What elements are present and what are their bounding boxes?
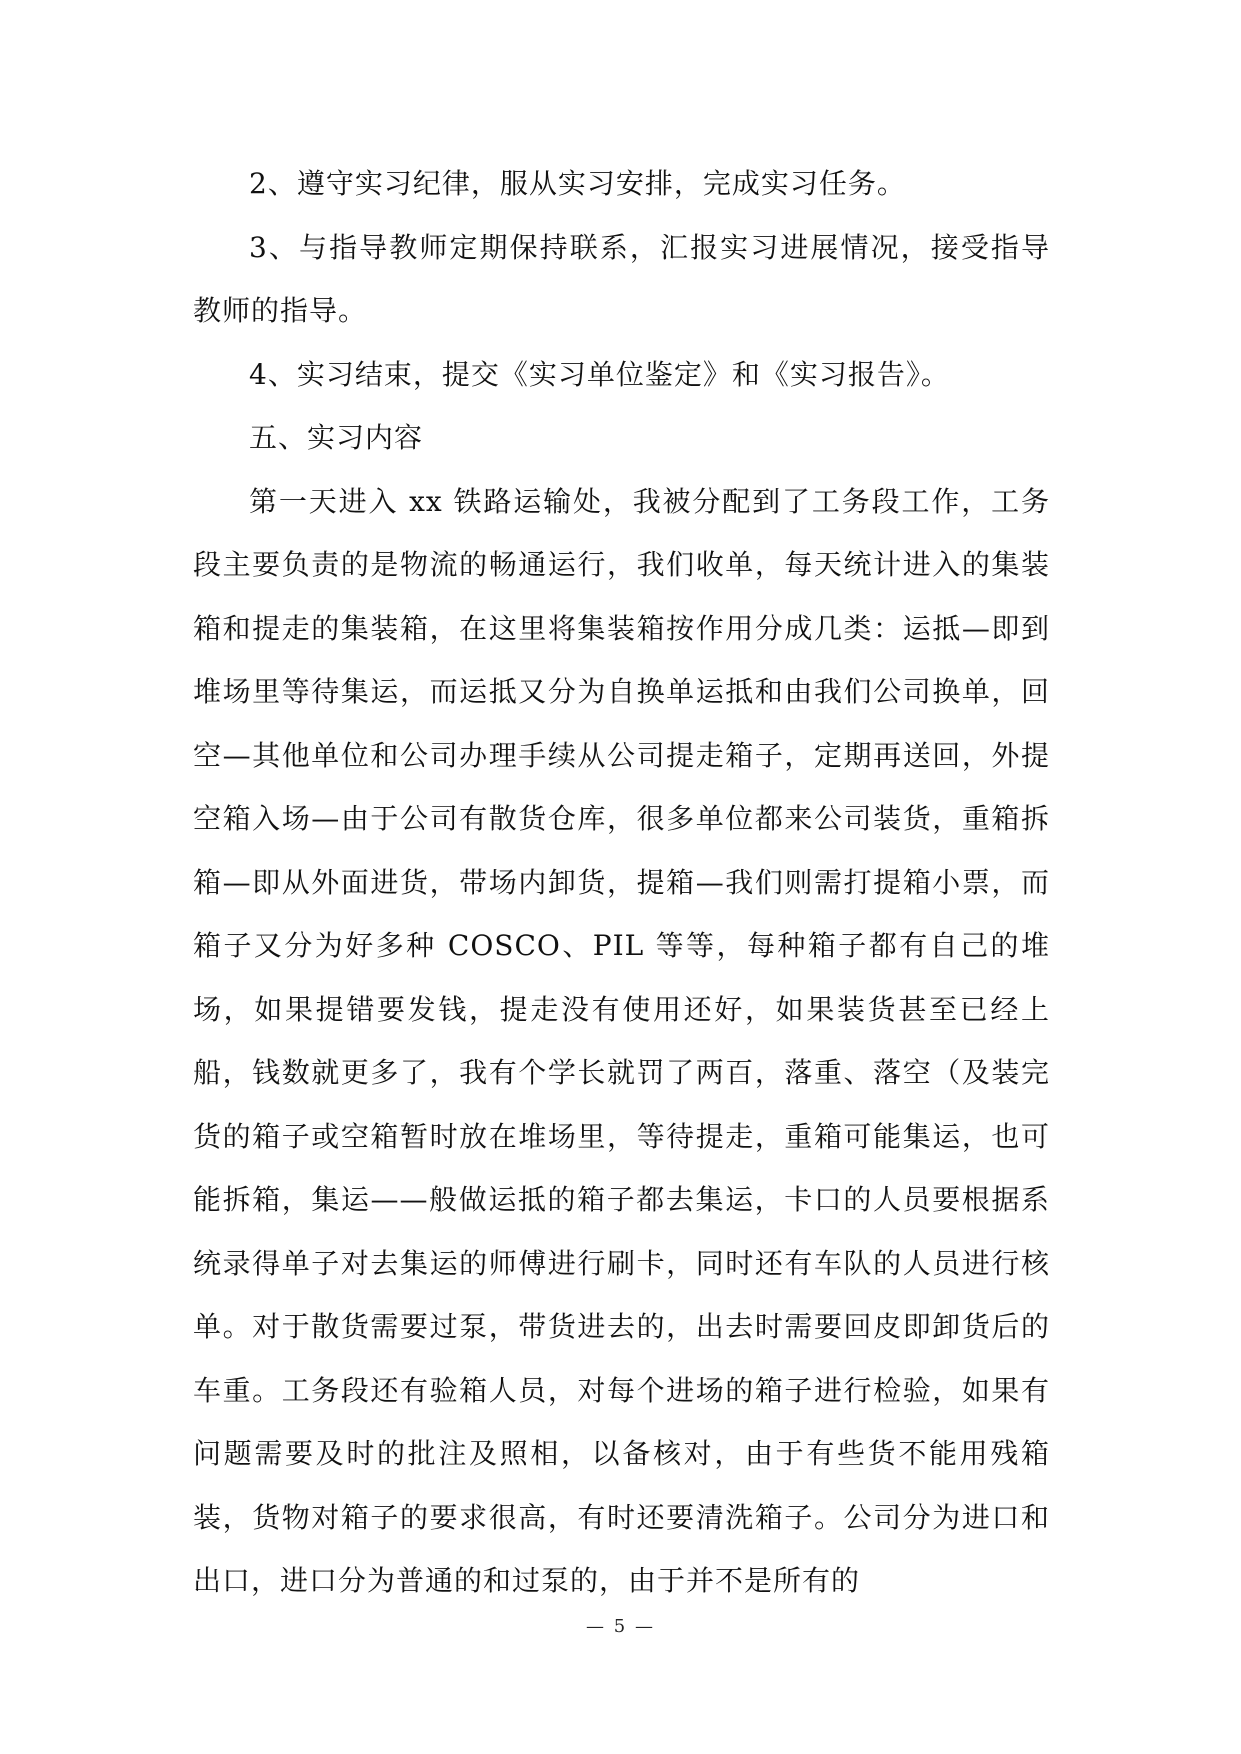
paragraph-item-3: 3、与指导教师定期保持联系，汇报实习进展情况，接受指导教师的指导。 xyxy=(193,230,1050,327)
section-heading: 五、实习内容 xyxy=(249,421,424,454)
page-number: — 5 — xyxy=(586,1616,655,1637)
body-paragraph: 第一天进入 xx 铁路运输处，我被分配到了工务段工作，工务段主要负责的是物流的畅通运行，我们收单，每天统计进入的集装箱和提走的集装箱，在这里将集装箱按作用分成几类：运抵—即到堆场里等待集运，而运抵又分为自换单运抵和由我们公司换单，回空—其他单位和公司办理手续从公司提走箱子，定期再送回，外提空箱入场—由于公司有散货仓库，很多单位都来公司装货，重箱拆箱—即从外面进货，带场内卸货，提箱—我们则需打提箱小票，而箱子又分为好多种 COSCO、PIL 等等，每种箱子都有自己的堆场，如果提错要发钱，提走没有使用还好，如果装货甚至已经上船，钱数就更多了，我有个学长就罚了两百，落重、落空（及装完货的箱子或空箱暂时放在堆场里，等待提走，重箱可能集运，也可能拆箱，集运——般做运抵的箱子都去集运，卡口的人员要根据系统录得单子对去集运的师傅进行刷卡，同时还有车队的人员进行核单。对于散货需要过泵，带货进去的，出去时需要回皮即卸货后的车重。工务段还有验箱人员，对每个进场的箱子进行检验，如果有问题需要及时的批注及照相，以备核对，由于有些货不能用残箱装，货物对箱子的要求很高，有时还要清洗箱子。公司分为进口和出口，进口分为普通的和过泵的，由于并不是所有的 xyxy=(193,484,1050,1597)
paragraph-item-2: 2、遵守实习纪律，服从实习安排，完成实习任务。 xyxy=(249,167,906,200)
paragraph-item-4: 4、实习结束，提交《实习单位鉴定》和《实习报告》。 xyxy=(249,357,950,391)
document-body xyxy=(193,152,1050,1613)
